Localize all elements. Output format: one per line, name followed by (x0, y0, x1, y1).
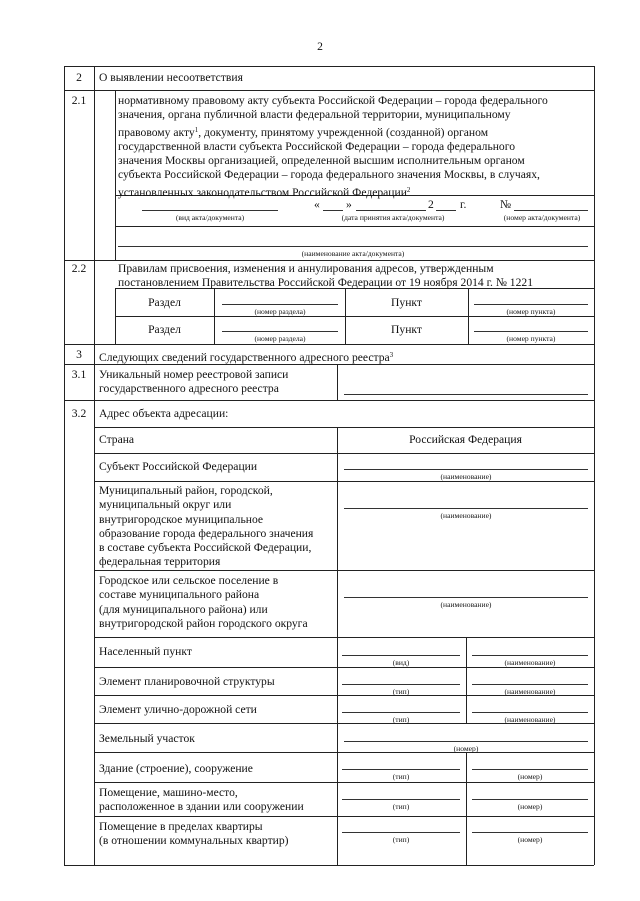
section-3-1-number: 3.1 (71, 368, 87, 381)
section-2-title: О выявлении несоответствия (99, 71, 243, 84)
subject-label: Субъект Российской Федерации (99, 460, 258, 473)
section-3-number: 3 (76, 348, 82, 361)
country-value: Российская Федерация (409, 433, 522, 446)
locality-label: Населенный пункт (99, 645, 192, 658)
premises-label: Помещение, машино-место, расположенное в здании или сооружении (99, 786, 304, 814)
section-2-1-text: нормативному правовому акту субъекта Российской Федерации – города федерального значения, органа публичной власти федеральной территории, муниципальному правовому акту$^1$, документу, принятому учрежденной (созданной) органом государственной власти субъекта Российской Федерации – города федерального значения Москвы организацией, определенной высшим исполнительным органом субъекта Российской Федерации – города федерального значения Москвы, в случаях, установленных законодательством Российской Федерации$^2$ (118, 94, 548, 199)
page-number: 2 (317, 40, 323, 53)
planning-label: Элемент планировочной структуры (99, 675, 275, 688)
section-2-2-text: Правилам присвоения, изменения и аннулирования адресов, утвержденным постановлением Правительства Российской Федерации от 19 ноября 2014 г. № 1221 (118, 262, 533, 290)
section-3-1-label: Уникальный номер реестровой записи государственного адресного реестра (99, 368, 289, 396)
section-2-1-number: 2.1 (71, 94, 87, 107)
section-2-number: 2 (76, 71, 82, 84)
section-label: Раздел (148, 296, 181, 309)
item-label-2: Пункт (391, 323, 422, 336)
section-2-2-number: 2.2 (71, 262, 87, 275)
apartment-label: Помещение в пределах квартиры (в отношении коммунальных квартир) (99, 820, 289, 848)
municipal-label: Муниципальный район, городской, муниципальный округ или внутригородское муниципальное образование города федерального значения в составе субъекта Российской Федерации, федеральная территория (99, 484, 314, 569)
land-label: Земельный участок (99, 732, 195, 745)
section-3-2-number: 3.2 (71, 407, 87, 420)
settlement-label: Городское или сельское поселение в составе муниципального района (для муниципального района) или внутригородской район городского округа (99, 574, 308, 630)
section-3-title: Следующих сведений государственного адресного реестра$^3$ (99, 351, 394, 364)
building-label: Здание (строение), сооружение (99, 762, 253, 775)
section-3-2-title: Адрес объекта адресации: (99, 407, 229, 420)
item-label: Пункт (391, 296, 422, 309)
section-label-2: Раздел (148, 323, 181, 336)
street-label: Элемент улично-дорожной сети (99, 703, 257, 716)
country-label: Страна (99, 433, 135, 446)
